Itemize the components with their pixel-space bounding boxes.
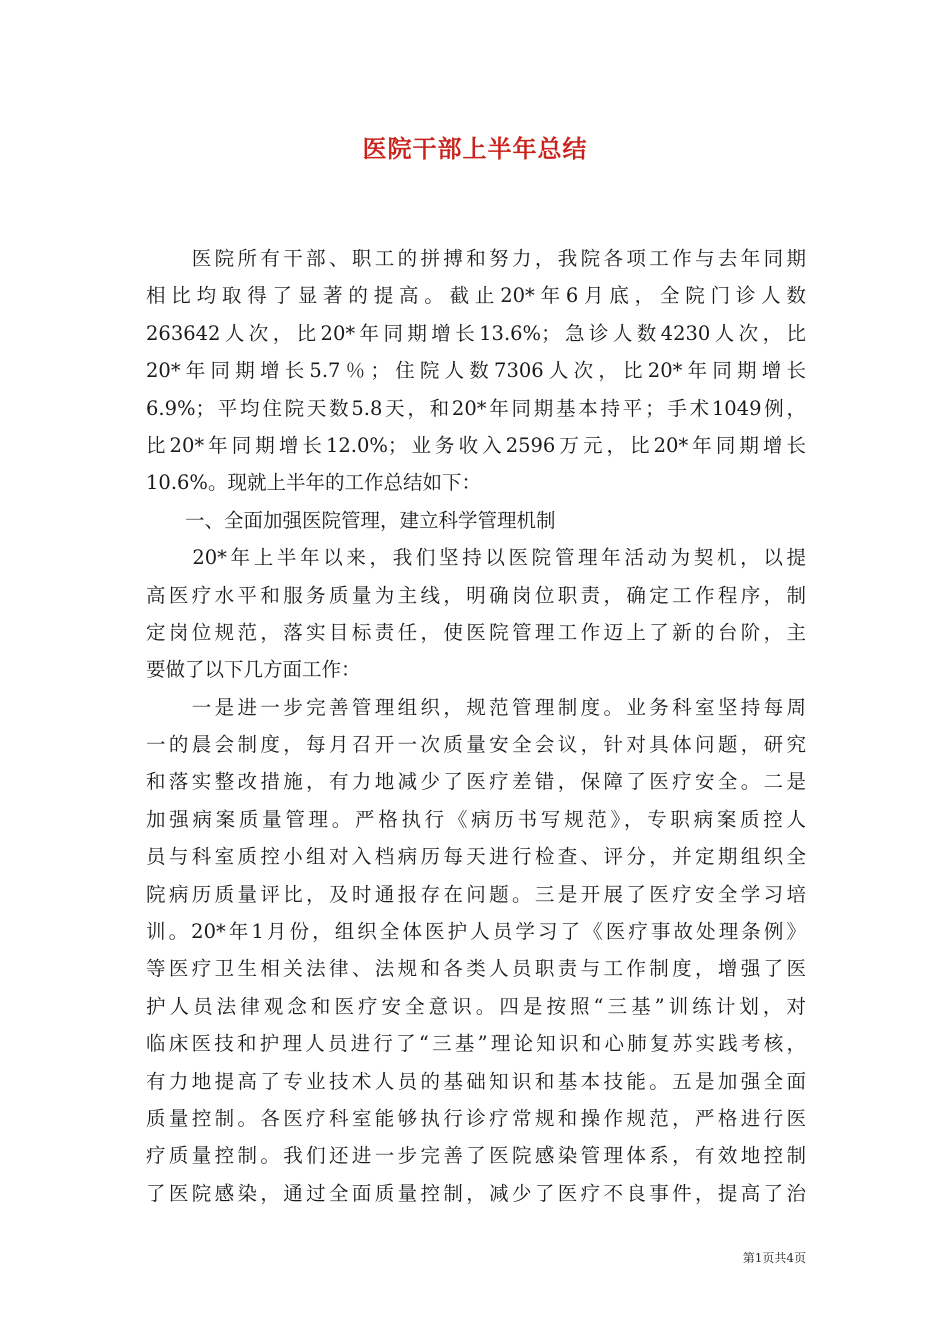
document-body (146, 240, 806, 1212)
body-line: 了医院感染，通过全面质量控制，减少了医疗不良事件，提高了治 (146, 1181, 806, 1205)
body-line: 定岗位规范，落实目标责任，使医院管理工作迈上了新的台阶，主 (146, 620, 806, 644)
body-line: 等医疗卫生相关法律、法规和各类人员职责与工作制度，增强了医 (146, 957, 806, 981)
body-line: 一是进一步完善管理组织，规范管理制度。业务科室坚持每周 (146, 695, 806, 719)
page-number-footer: 第1页共4页 (742, 1251, 806, 1265)
body-line: 和落实整改措施，有力地减少了医疗差错，保障了医疗安全。二是 (146, 770, 806, 794)
section-heading: 一、全面加强医院管理，建立科学管理机制 (146, 508, 556, 532)
body-line: 临床医技和护理人员进行了“三基”理论知识和心肺复苏实践考核， (146, 1032, 806, 1056)
body-line: 20*年同期增长5.7％；住院人数7306人次，比20*年同期增长 (146, 359, 806, 383)
body-line: 医院所有干部、职工的拼搏和努力，我院各项工作与去年同期 (146, 247, 806, 270)
body-line: 10.6%。现就上半年的工作总结如下： (146, 471, 481, 495)
body-line: 高医疗水平和服务质量为主线，明确岗位职责，确定工作程序，制 (146, 583, 806, 607)
body-line: 训。20*年1月份，组织全体医护人员学习了《医疗事故处理条例》 (146, 920, 806, 944)
body-line: 有力地提高了专业技术人员的基础知识和基本技能。五是加强全面 (146, 1069, 806, 1093)
body-line: 相比均取得了显著的提高。截止20*年6月底，全院门诊人数 (146, 284, 806, 308)
body-line: 263642人次，比20*年同期增长13.6%；急诊人数4230人次，比 (146, 321, 806, 345)
body-line: 比20*年同期增长12.0%；业务收入2596万元，比20*年同期增长 (146, 433, 806, 457)
body-line: 疗质量控制。我们还进一步完善了医院感染管理体系，有效地控制 (146, 1144, 806, 1168)
document-title: 医院干部上半年总结 (362, 134, 588, 163)
body-line: 院病历质量评比，及时通报存在问题。三是开展了医疗安全学习培 (146, 882, 806, 906)
body-line: 员与科室质控小组对入档病历每天进行检查、评分，并定期组织全 (146, 845, 806, 869)
body-line: 加强病案质量管理。严格执行《病历书写规范》，专职病案质控人 (146, 807, 806, 831)
body-line: 质量控制。各医疗科室能够执行诊疗常规和操作规范，严格进行医 (146, 1106, 806, 1130)
body-line: 6.9%；平均住院天数5.8天，和20*年同期基本持平；手术1049例， (146, 396, 806, 420)
body-line: 20*年上半年以来，我们坚持以医院管理年活动为契机，以提 (146, 546, 806, 570)
body-line: 一的晨会制度，每月召开一次质量安全会议，针对具体问题，研究 (146, 733, 806, 757)
body-line: 护人员法律观念和医疗安全意识。四是按照“三基”训练计划，对 (146, 994, 806, 1018)
body-line: 要做了以下几方面工作： (146, 658, 361, 682)
